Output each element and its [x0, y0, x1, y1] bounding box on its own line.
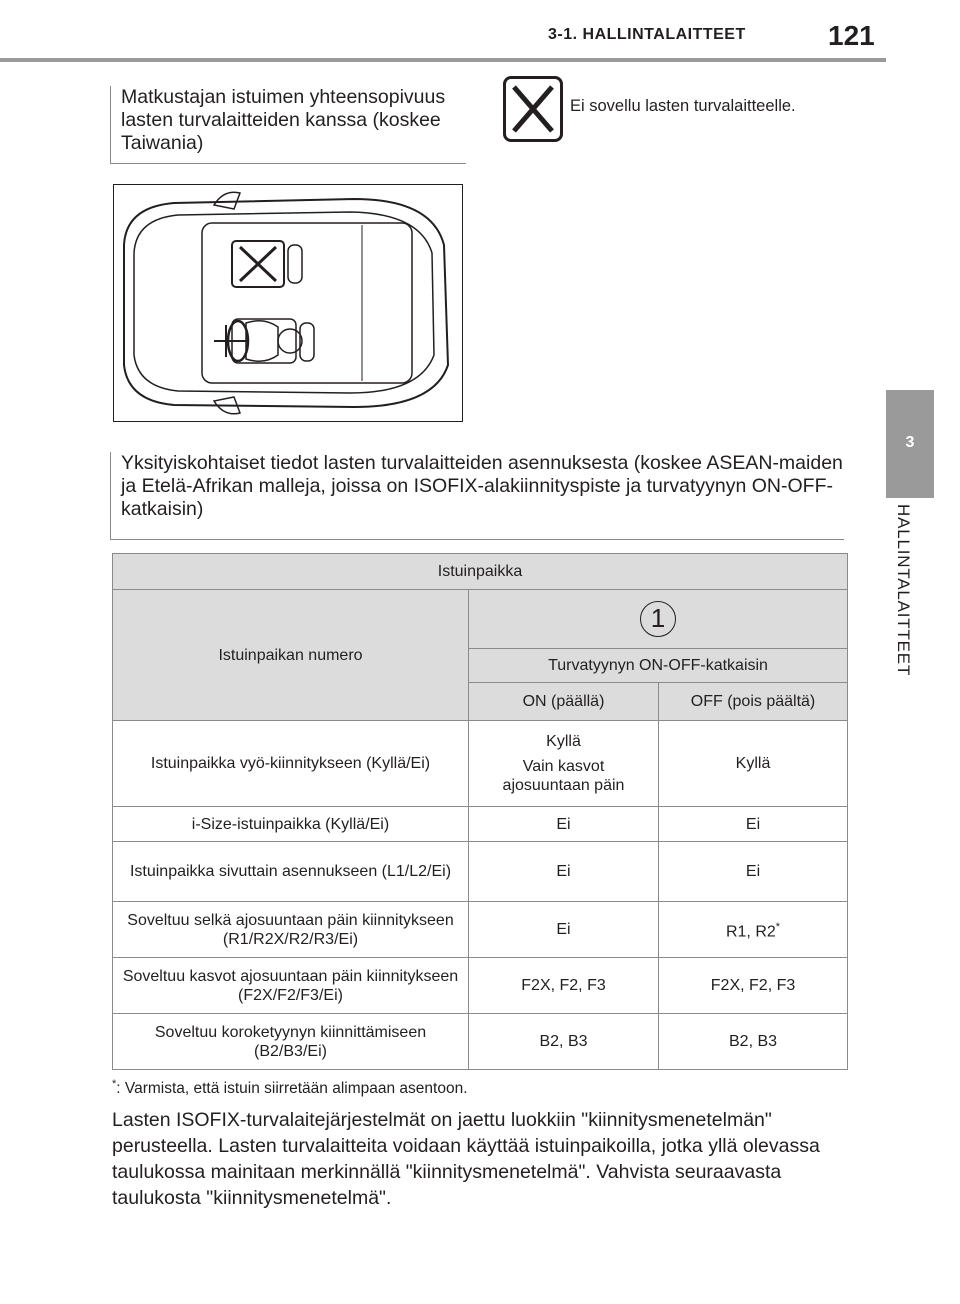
seat-position-table	[112, 553, 848, 1070]
footnote-marker: *	[775, 920, 781, 933]
header-divider	[0, 58, 886, 62]
row-label: i-Size-istuinpaikka (Kyllä/Ei)	[113, 807, 469, 842]
seat-number-badge: 1	[640, 601, 676, 637]
heading-taiwan-compatibility: Matkustajan istuimen yhteensopivuus lasten turvalaitteiden kanssa (koskee Taiwania)	[110, 86, 466, 164]
row-label: Soveltuu kasvot ajosuuntaan päin kiinnitykseen (F2X/F2/F3/Ei)	[113, 958, 469, 1014]
row-value-on: Ei	[469, 842, 659, 902]
table-footnote	[112, 1078, 468, 1098]
isofix-paragraph: Lasten ISOFIX-turvalaitejärjestelmät on jaettu luokkiin "kiinnitysmenetelmän" perusteella. Lasten turvalaitteita voidaan käyttää istuinpaikoilla, jotka yllä olevassa taulukossa mainitaan merkinnällä "kiinnitysmenetelmä". Vahvista seuraavasta taulukosta "kiinnitysmenetelmä".	[112, 1109, 820, 1209]
row-value-off-text: R1, R2	[725, 923, 776, 941]
footnote-symbol: *	[112, 1078, 117, 1090]
car-seat-diagram	[113, 184, 463, 422]
chapter-tab	[886, 390, 934, 498]
row-value-off: Ei	[659, 842, 848, 902]
col-header-off: OFF (pois päältä)	[659, 683, 848, 721]
not-suitable-note: Ei sovellu lasten turvalaitteelle.	[570, 97, 796, 115]
row-value-off: Kyllä	[659, 721, 848, 807]
heading-asean-details: Yksityiskohtaiset tiedot lasten turvalaitteiden asennuksesta (koskee ASEAN-maiden ja Etelä-Afrikan malleja, joissa on ISOFIX-alakiinnityspiste ja turvatyynyn ON-OFF-katkaisin)	[110, 452, 844, 540]
table-title: Istuinpaikka	[113, 554, 848, 590]
col-header-on: ON (päällä)	[469, 683, 659, 721]
not-suitable-icon	[503, 76, 563, 142]
row-value-on: B2, B3	[469, 1014, 659, 1070]
row-label: Istuinpaikka vyö-kiinnitykseen (Kyllä/Ei)	[113, 721, 469, 807]
row-value-on-main: Kyllä	[546, 733, 581, 750]
chapter-number: 3	[905, 434, 915, 451]
row-label: Soveltuu selkä ajosuuntaan päin kiinnitykseen (R1/R2X/R2/R3/Ei)	[113, 902, 469, 958]
chapter-label: HALLINTALAITTEET	[894, 504, 913, 677]
row-label: Istuinpaikka sivuttain asennukseen (L1/L2/Ei)	[113, 842, 469, 902]
row-value-off	[659, 902, 848, 958]
row-value-on-note: Vain kasvot ajosuuntaan päin	[502, 758, 625, 794]
airbag-switch-label: Turvatyynyn ON-OFF-katkaisin	[469, 649, 848, 683]
row-value-on: Ei	[469, 807, 659, 842]
seat-number-label: Istuinpaikan numero	[113, 590, 469, 721]
footnote-text: : Varmista, että istuin siirretään alimpaan asentoon.	[116, 1080, 468, 1098]
page-number: 121	[828, 20, 875, 51]
section-title: 3-1. HALLINTALAITTEET	[548, 26, 746, 43]
row-value-off: B2, B3	[659, 1014, 848, 1070]
seat-number-cell	[469, 590, 848, 649]
row-value-off: Ei	[659, 807, 848, 842]
row-label: Soveltuu koroketyynyn kiinnittämiseen (B2/B3/Ei)	[113, 1014, 469, 1070]
row-value-off: F2X, F2, F3	[659, 958, 848, 1014]
row-value-on: F2X, F2, F3	[469, 958, 659, 1014]
row-value-on: Ei	[469, 902, 659, 958]
row-value-on	[469, 721, 659, 807]
